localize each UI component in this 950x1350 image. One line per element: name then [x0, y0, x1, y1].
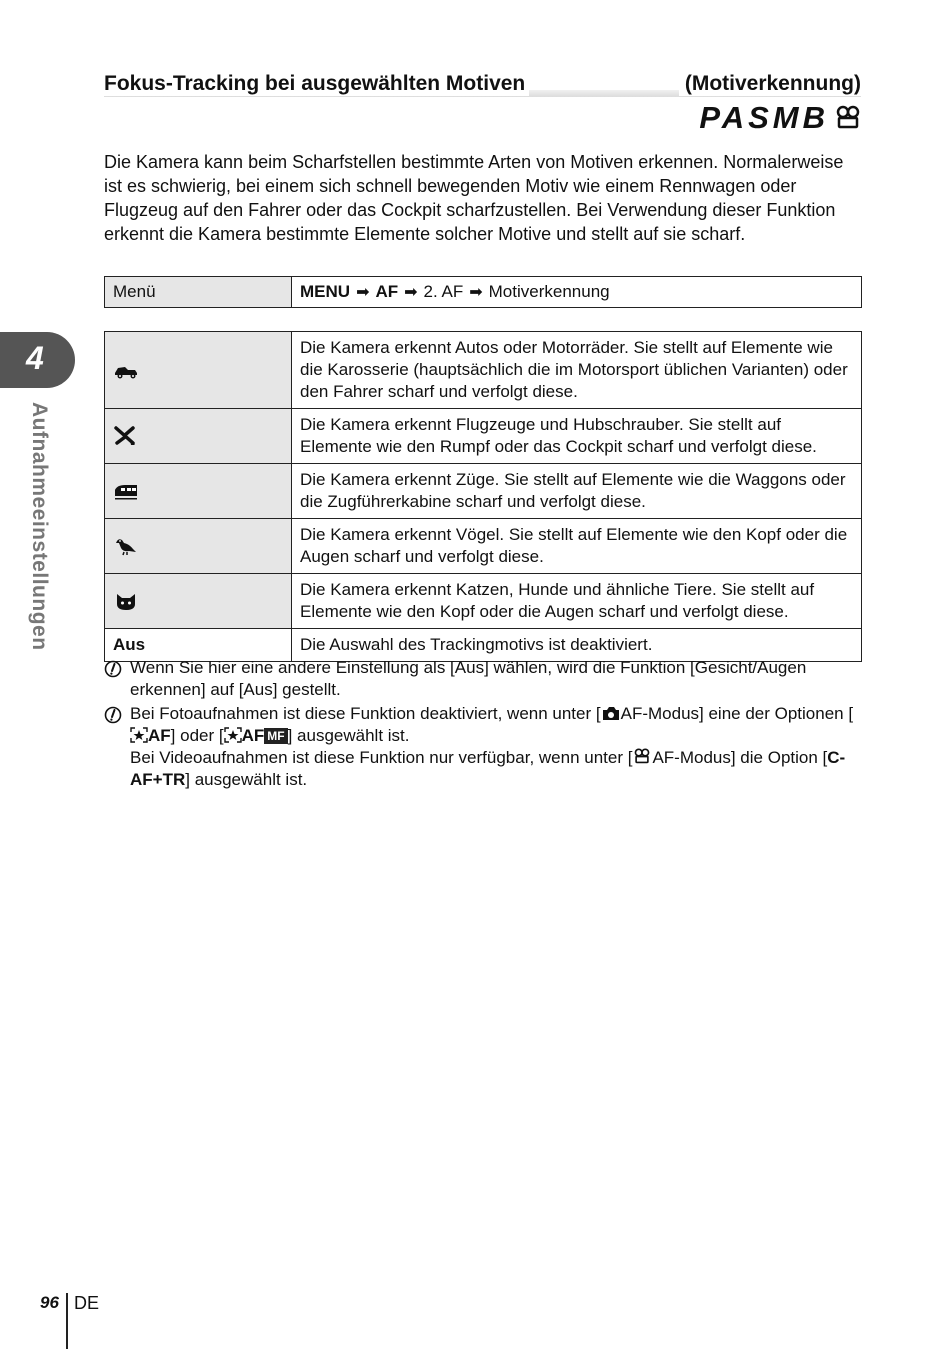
note-fragment: ] oder [: [170, 726, 224, 745]
face-star-icon: [224, 727, 242, 743]
menu-word: MENU: [300, 282, 351, 301]
caution-icon: [104, 660, 122, 678]
menu-item: Motiverkennung: [488, 282, 610, 301]
note-fragment: ] ausgewählt ist.: [185, 770, 308, 789]
notes: [104, 657, 864, 793]
mf-badge: MF: [264, 728, 287, 744]
subject-desc: Die Kamera erkennt Flugzeuge und Hubschrauber. Sie stellt auf Elemente wie den Rumpf oder das Cockpit scharf und verfolgt diese.: [292, 409, 862, 464]
subject-icon-cell: [105, 574, 292, 629]
table-row: [105, 519, 862, 574]
chapter-label: Aufnahmeeinstellungen: [28, 402, 51, 651]
note-item: [104, 703, 864, 791]
note-item: [104, 657, 864, 701]
bird-icon: [113, 535, 139, 557]
menu-step: 2. AF: [423, 282, 464, 301]
menu-label: Menü: [105, 277, 292, 308]
intro-paragraph: Die Kamera kann beim Scharfstellen bestimmte Arten von Motiven erkennen. Normalerweise ist es schwierig, bei einem sich schnell bewegenden Motiv wie einem Rennwagen oder Flugzeug auf den Fahrer oder das Cockpit scharfzustellen. Bei Verwendung dieser Funktion erkennt die Kamera bestimmte Elemente solcher Motive und stellt auf sie scharf.: [104, 152, 844, 244]
camera-icon: [601, 705, 621, 721]
footer-divider: [66, 1293, 68, 1349]
note-text: [130, 703, 864, 747]
menu-path-table: [104, 276, 862, 308]
title-row: [104, 70, 861, 100]
af-option: C-AF+TR: [130, 748, 846, 789]
shooting-modes: [699, 100, 861, 136]
arrow-icon: ➡: [469, 284, 483, 301]
subject-desc: Die Kamera erkennt Autos oder Motorräder. Sie stellt auf Elemente wie die Karosserie (hauptsächlich die im Motorsport üblichen Varianten) oder den Fahrer scharf und verfolgt diese.: [292, 332, 862, 409]
table-row: [105, 332, 862, 409]
af-option: AF: [148, 726, 171, 745]
table-row: [105, 409, 862, 464]
mode-letters: PASMB: [699, 100, 829, 135]
page-subtitle: (Motiverkennung): [679, 72, 861, 96]
note-fragment: Bei Videoaufnahmen ist diese Funktion nur verfügbar, wenn unter [: [130, 748, 633, 767]
train-icon: [113, 480, 139, 502]
subject-desc: Die Kamera erkennt Katzen, Hunde und ähnliche Tiere. Sie stellt auf Elemente wie den Kopf oder die Augen scharf und verfolgt diese.: [292, 574, 862, 629]
movie-icon: [835, 105, 861, 131]
note-fragment: Bei Fotoaufnahmen ist diese Funktion deaktiviert, wenn unter [: [130, 704, 601, 723]
table-row: [105, 574, 862, 629]
cat-icon: [113, 590, 139, 612]
note-text: Wenn Sie hier eine andere Einstellung als [Aus] wählen, wird die Funktion [Gesicht/Augen erkennen] auf [Aus] gestellt.: [130, 658, 807, 699]
subject-icon-cell: [105, 464, 292, 519]
subject-desc: Die Kamera erkennt Vögel. Sie stellt auf Elemente wie den Kopf oder die Augen scharf und verfolgt diese.: [292, 519, 862, 574]
subject-icon-cell: [105, 332, 292, 409]
language-code: DE: [74, 1293, 100, 1313]
note-text: [130, 747, 864, 791]
note-fragment: AF-Modus] eine der Optionen [: [620, 704, 854, 723]
menu-path-cell: [292, 277, 862, 308]
face-star-icon: [130, 727, 148, 743]
af-option: AF: [241, 726, 265, 745]
movie-icon: [632, 748, 652, 765]
subject-icon-cell: [105, 409, 292, 464]
page-title: Fokus-Tracking bei ausgewählten Motiven: [104, 72, 529, 96]
subject-icon-cell: [105, 519, 292, 574]
chapter-number: 4: [26, 340, 44, 376]
subject-off-label: Aus: [105, 629, 292, 662]
airplane-icon: [113, 425, 139, 447]
table-row: [105, 464, 862, 519]
page-number: 96: [40, 1293, 59, 1312]
note-fragment: ] ausgewählt ist.: [287, 726, 410, 745]
subject-desc: Die Auswahl des Trackingmotivs ist deaktiviert.: [292, 629, 862, 662]
subject-table: [104, 331, 862, 662]
caution-icon: [104, 706, 122, 724]
menu-af: AF: [375, 282, 399, 301]
car-motorcycle-icon: [113, 359, 139, 381]
arrow-icon: ➡: [404, 284, 418, 301]
note-fragment: AF-Modus] die Option [: [652, 748, 828, 767]
arrow-icon: ➡: [356, 284, 370, 301]
subject-desc: Die Kamera erkennt Züge. Sie stellt auf Elemente wie die Waggons oder die Zugführerkabine scharf und verfolgt diese.: [292, 464, 862, 519]
